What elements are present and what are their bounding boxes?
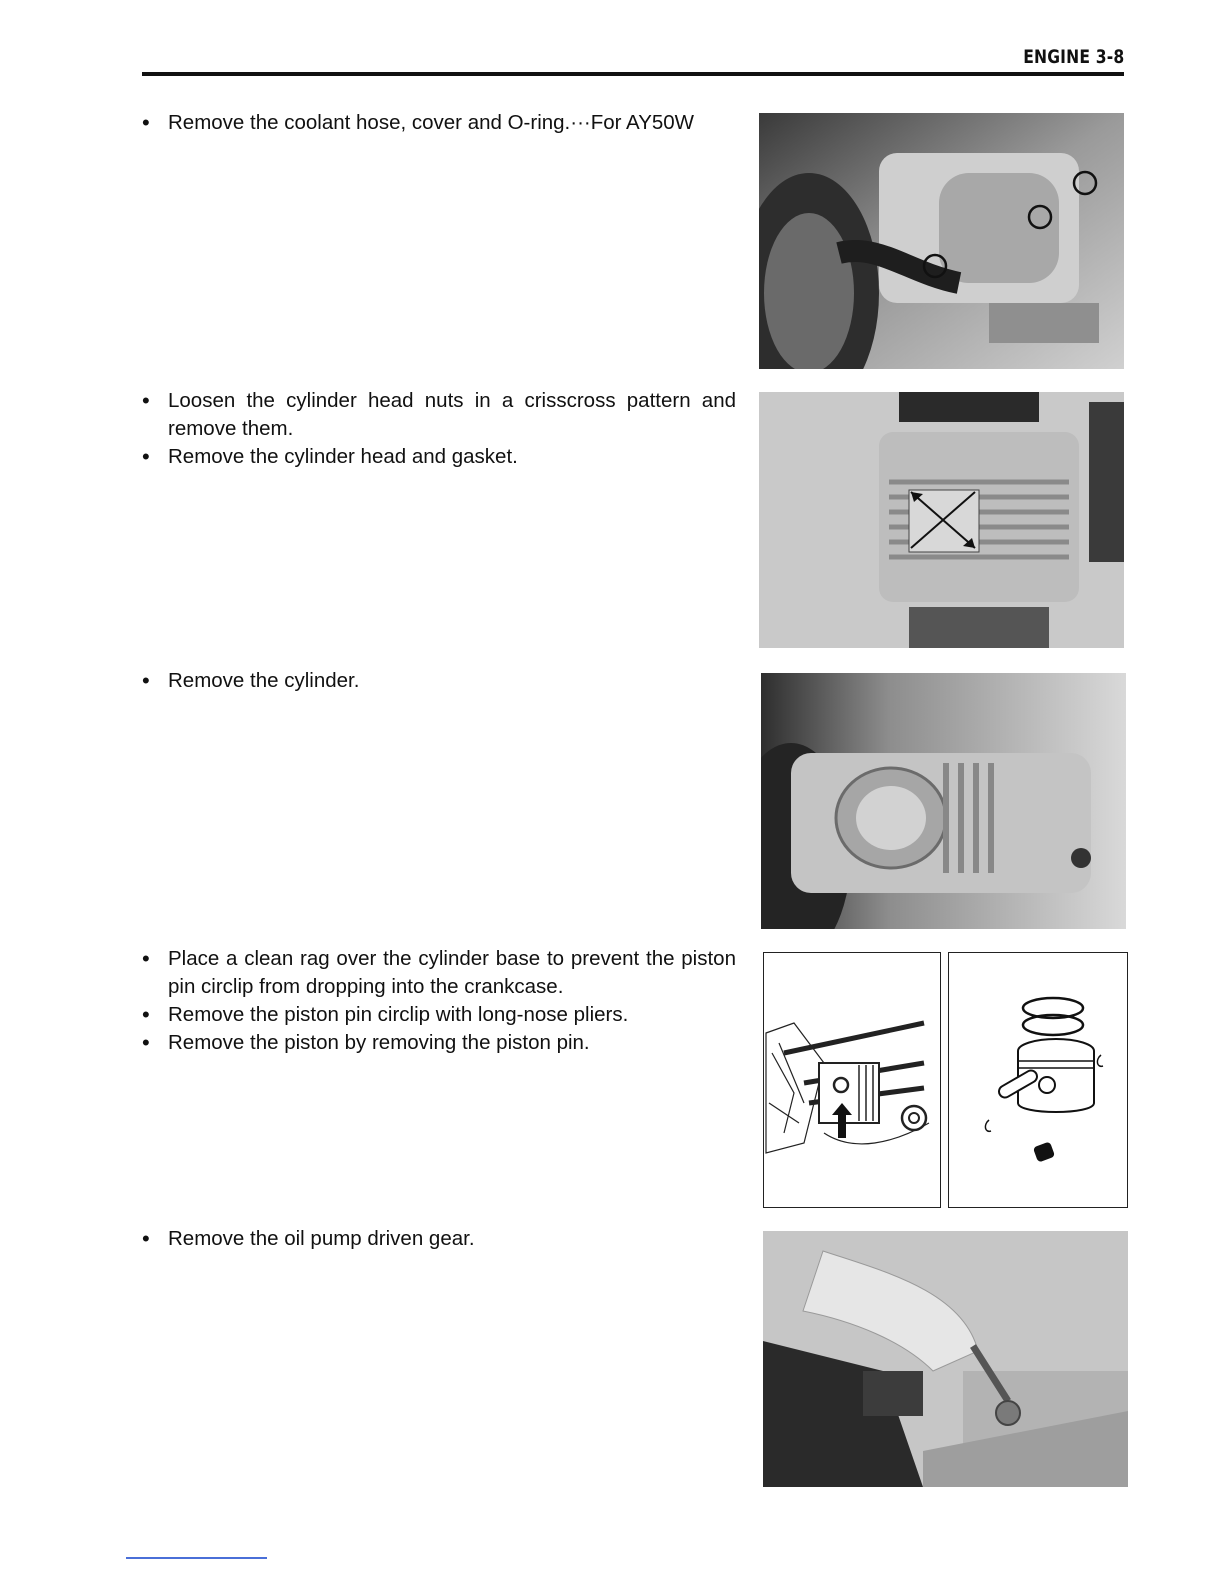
step-remove-cylinder	[142, 667, 736, 695]
list-item: • Remove the piston by removing the piston pin.	[142, 1029, 736, 1057]
step-remove-piston	[142, 945, 736, 1057]
circlip-removal-illustration	[763, 952, 941, 1208]
coolant-hose-cover-photo	[759, 113, 1124, 369]
step-remove-cylinder-head	[142, 387, 736, 471]
list-item: • Remove the cylinder.	[142, 667, 736, 695]
oil-pump-driven-gear-photo	[763, 1231, 1128, 1487]
list-item: • Loosen the cylinder head nuts in a crisscross pattern and remove them.	[142, 387, 736, 443]
step-remove-coolant-hose	[142, 109, 736, 137]
list-item: • Remove the piston pin circlip with long-nose pliers.	[142, 1001, 736, 1029]
header-divider	[142, 72, 1124, 76]
list-item: • Remove the oil pump driven gear.	[142, 1225, 736, 1253]
page-title: ENGINE 3-8	[1022, 46, 1124, 68]
list-item: • Remove the coolant hose, cover and O-ring.···For AY50W	[142, 109, 736, 137]
cylinder-head-crisscross-photo	[759, 392, 1124, 648]
cylinder-photo	[761, 673, 1126, 929]
piston-parts-illustration	[948, 952, 1128, 1208]
list-item: • Remove the cylinder head and gasket.	[142, 443, 736, 471]
list-item: • Place a clean rag over the cylinder base to prevent the piston pin circlip from dropping into the crankcase.	[142, 945, 736, 1001]
footer-link-underline	[126, 1557, 267, 1559]
step-remove-oil-pump-gear	[142, 1225, 736, 1253]
